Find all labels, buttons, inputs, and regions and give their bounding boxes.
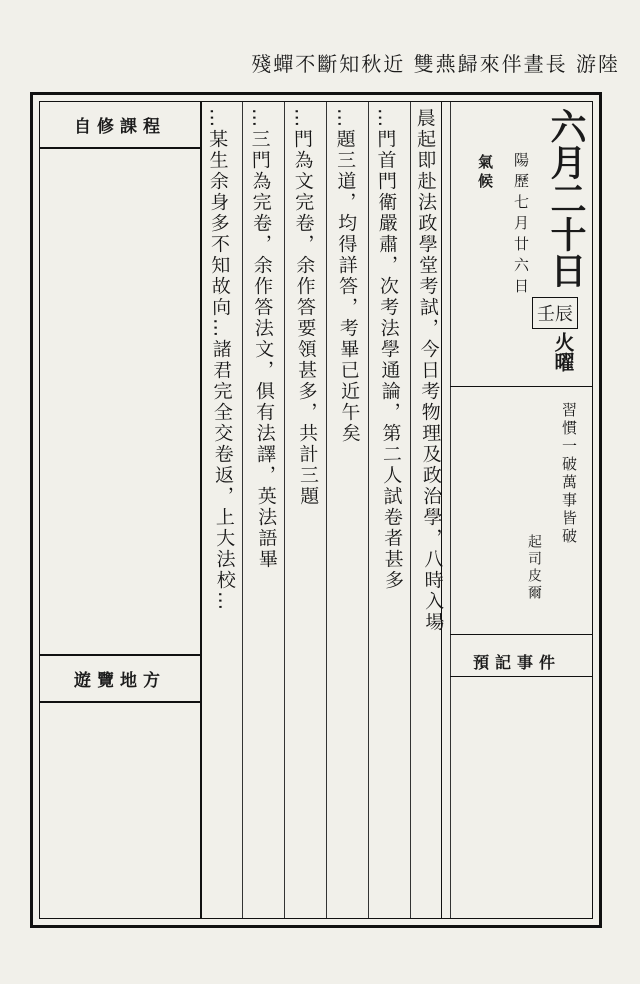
handwriting-column: …題三道，均得詳答，考畢已近午矣 <box>333 107 361 445</box>
lunar-date: 六月二十日 <box>545 108 587 288</box>
diary-frame <box>30 92 602 928</box>
weekday-label: 火曜 <box>551 332 575 372</box>
handwriting-column: …三門為完卷，余作答法文，俱有法譯，英法語畢 <box>247 107 279 571</box>
prep-heading: 預記事件 <box>472 653 561 672</box>
handwriting-column: 晨起即赴法政學堂考試，今日考物理及政治學，八時入場 <box>413 107 445 634</box>
rule-line <box>326 102 327 918</box>
motto-divider <box>450 386 592 387</box>
rule-line <box>242 102 243 918</box>
handwriting-column: …門首門衛嚴肅，次考法學通論，第二人試卷者甚多 <box>373 107 405 592</box>
frame-inner <box>39 101 593 919</box>
rule-line <box>284 102 285 918</box>
gregorian-date: 陽歷七月廿六日 <box>512 152 530 299</box>
motto-text: 習慣一破萬事皆破 <box>560 402 578 546</box>
left-column <box>40 102 202 918</box>
handwriting-column: …某生余身多不知故向…諸君完全交卷返，上大法校… <box>205 107 237 613</box>
prep-divider-bottom <box>450 676 592 677</box>
ganzhi-label: 壬辰 <box>532 297 578 329</box>
rule-line <box>368 102 369 918</box>
motto-attribution: 起司皮爾 <box>526 534 542 602</box>
handwriting-column: …門為文完卷，余作答要領甚多，共計三題 <box>290 107 320 508</box>
excursion-heading: 遊覽地方 <box>40 656 200 703</box>
rule-line <box>410 102 411 918</box>
study-heading: 自修課程 <box>40 102 200 149</box>
weather-label: 氣候 <box>476 154 494 192</box>
poem-header: 殘蟬不斷知秋近 雙燕歸來伴晝長 游陸 <box>251 52 620 76</box>
prep-divider <box>450 634 592 635</box>
